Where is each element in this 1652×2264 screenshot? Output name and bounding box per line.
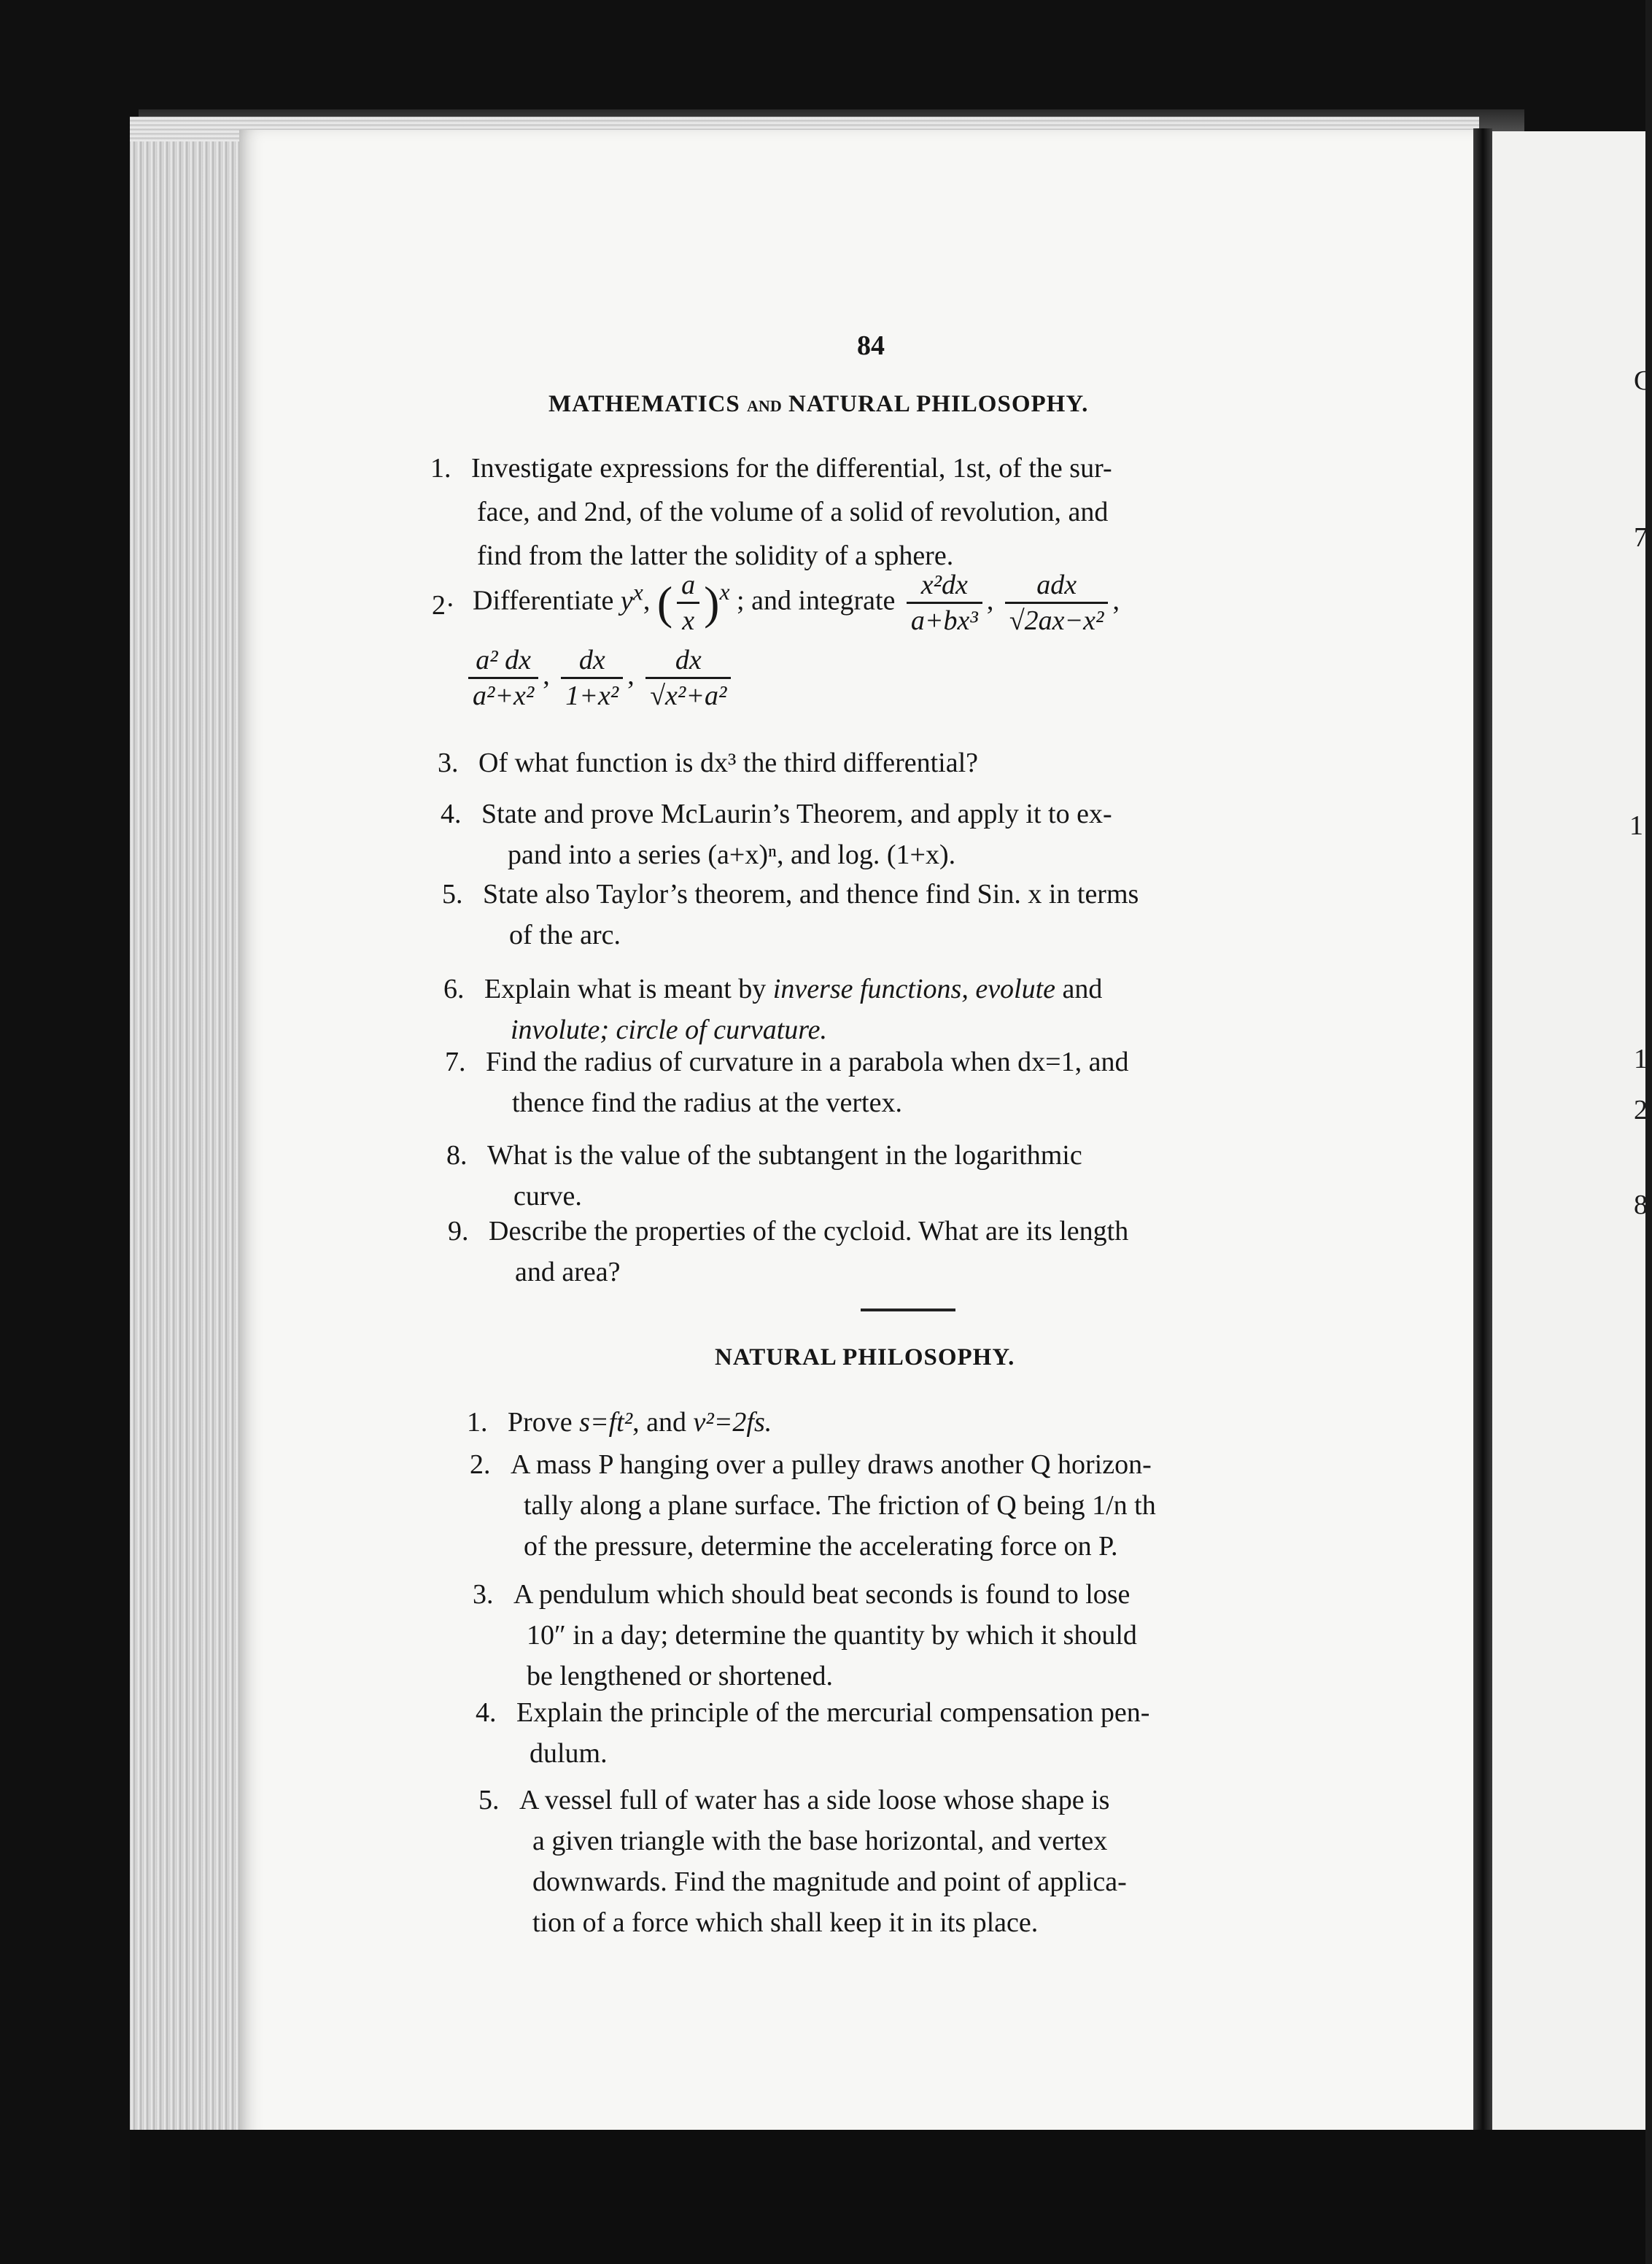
- math-base: y: [620, 585, 633, 616]
- fraction: [468, 643, 538, 713]
- paren-open: (: [656, 576, 673, 629]
- question-text: [489, 1211, 1403, 1292]
- question-text: [486, 1042, 1400, 1123]
- question-text: [508, 1400, 1378, 1444]
- text-line: State and prove McLaurin’s Theorem, and apply it to ex-: [481, 799, 1112, 829]
- text-line: A vessel full of water has a side loose whose shape is: [519, 1785, 1110, 1815]
- fraction-numerator: a: [677, 568, 699, 604]
- fraction-numerator: adx: [1005, 568, 1109, 604]
- text-line: Investigate expressions for the differential, 1st, of the sur-: [471, 453, 1112, 484]
- text-line: Explain the principle of the mercurial compensation pen-: [516, 1697, 1150, 1728]
- fraction: [907, 568, 982, 637]
- text-span: ; and integrate: [737, 585, 896, 616]
- question-number: 2·: [432, 590, 455, 621]
- next-page-edge: [1492, 131, 1645, 2130]
- text-line: a given triangle with the base horizontal, and vertex: [532, 1826, 1108, 1856]
- italic-span: inverse functions, evolute: [772, 974, 1056, 1004]
- math-expr: [620, 579, 643, 616]
- text-line: tion of a force which shall keep it in its place.: [532, 1907, 1039, 1938]
- text-line: tally along a plane surface. The friction of Q being 1/n th: [524, 1490, 1156, 1521]
- text-line: State also Taylor’s theorem, and thence find Sin. x in terms: [483, 879, 1139, 910]
- section-divider: [861, 1309, 955, 1311]
- text-line: [508, 1400, 1378, 1444]
- text-span: Prove: [508, 1407, 573, 1438]
- text-line: of the pressure, determine the accelerating force on P.: [524, 1531, 1118, 1562]
- text-line: find from the latter the solidity of a sphere.: [477, 540, 954, 571]
- question-text: [478, 741, 1393, 785]
- question-item: [476, 1692, 1387, 1774]
- fraction-numerator: dx: [561, 643, 623, 679]
- page-stack-edge: [130, 117, 241, 2130]
- question-item: [467, 1400, 1378, 1444]
- text-line: involute; circle of curvature.: [511, 1015, 828, 1045]
- math-expr: s=ft²: [579, 1407, 633, 1438]
- fraction-denominator: a+bx³: [910, 605, 978, 637]
- question-text: [519, 1780, 1390, 1943]
- question-item: [432, 563, 1387, 713]
- text-line: curve.: [513, 1181, 582, 1212]
- fraction: [645, 643, 731, 713]
- section-heading-natural-philosophy: NATURAL PHILOSOPHY.: [715, 1344, 1015, 1371]
- math-sup: x: [632, 579, 643, 605]
- question-text: [473, 563, 1387, 713]
- question-number: 5.: [478, 1785, 500, 1815]
- text-span: Explain what is meant by: [484, 974, 767, 1004]
- fraction: [1005, 568, 1109, 637]
- heading-part: NATURAL PHILOSOPHY.: [788, 391, 1089, 417]
- question-number: 9.: [448, 1216, 469, 1247]
- text-line: dulum.: [530, 1738, 608, 1769]
- fraction-numerator: x²dx: [907, 568, 982, 604]
- text-line: Describe the properties of the cycloid. What are its length: [489, 1216, 1129, 1247]
- question-number: 5.: [442, 879, 463, 910]
- question-item: [470, 1444, 1381, 1567]
- question-text: [487, 1135, 1402, 1217]
- question-number: 7.: [445, 1047, 466, 1077]
- next-page-char: 1: [1634, 1044, 1648, 1074]
- text-line: Find the radius of curvature in a parabola when dx=1, and: [486, 1047, 1129, 1077]
- question-item: [446, 1135, 1402, 1217]
- text-line: Of what function is dx³ the third differential?: [478, 748, 979, 778]
- page-number: 84: [857, 330, 885, 361]
- text-line: be lengthened or shortened.: [527, 1661, 833, 1691]
- text-line: and area?: [515, 1257, 621, 1287]
- text-span: Differentiate: [473, 585, 614, 616]
- text-line: $\frac{\text{a² dx}}{\text{a²+x²}}$ , $\frac{dx}{\text{1+x²}}$ , $\frac{dx}{\text{√x²+a²}}$: [464, 643, 1387, 713]
- heading-and: AND: [747, 397, 782, 415]
- fraction-numerator: a² dx: [468, 643, 538, 679]
- next-page-char: C: [1634, 365, 1652, 396]
- fraction-denominator: √x²+a²: [650, 681, 727, 712]
- question-item: [448, 1211, 1403, 1292]
- next-page-char: 2: [1634, 1095, 1648, 1125]
- question-item: [441, 794, 1396, 875]
- text-line: 10″ in a day; determine the quantity by which it should: [527, 1620, 1137, 1651]
- question-text: [511, 1444, 1381, 1567]
- text-span: and: [1062, 974, 1103, 1004]
- question-number: 6.: [443, 974, 465, 1004]
- question-text: [513, 1574, 1384, 1697]
- fraction-denominator: √2ax−x²: [1009, 605, 1104, 637]
- text-line: of the arc.: [509, 920, 621, 950]
- fraction: [677, 568, 699, 637]
- next-page-char: 8: [1634, 1190, 1648, 1220]
- question-number: 4.: [476, 1697, 497, 1728]
- text-line: A mass P hanging over a pulley draws another Q horizon-: [511, 1449, 1152, 1480]
- question-text: [516, 1692, 1387, 1774]
- fraction-denominator: x: [682, 605, 695, 637]
- fraction: [561, 643, 623, 713]
- question-number: 2.: [470, 1449, 491, 1480]
- question-item: [438, 741, 1393, 785]
- question-number: 1.: [430, 453, 451, 484]
- question-number: 3.: [438, 748, 459, 778]
- text-line: Differentiate $y^x$, ( $\frac{a}{x}$ )$^x$ ; and integrate $\frac{\text{x²dx}}{\text{a+bx³}}$ , $\frac{\text{adx}}{\text{√2ax−x²}}$ ,: [473, 570, 1120, 637]
- next-page-char: 7: [1634, 522, 1648, 553]
- text-line: pand into a series (a+x)ⁿ, and log. (1+x).: [508, 840, 956, 870]
- fraction-denominator: 1+x²: [565, 681, 619, 712]
- math-expr: v²=2fs.: [693, 1407, 772, 1438]
- question-text: [471, 446, 1386, 578]
- next-page-char: 1: [1629, 810, 1643, 841]
- question-text: [481, 794, 1396, 875]
- scan-bottom: [130, 2130, 1645, 2264]
- text-line: thence find the radius at the vertex.: [512, 1088, 902, 1118]
- question-item: [442, 874, 1397, 955]
- fraction-numerator: dx: [645, 643, 731, 679]
- question-number: 4.: [441, 799, 462, 829]
- fraction-denominator: a²+x²: [473, 681, 535, 712]
- text-line: A pendulum which should beat seconds is found to lose: [513, 1579, 1131, 1610]
- question-number: 3.: [473, 1579, 494, 1610]
- text-line: downwards. Find the magnitude and point of applica-: [532, 1866, 1127, 1897]
- question-number: 8.: [446, 1140, 468, 1171]
- book-gutter: [1473, 128, 1492, 2141]
- text-line: [484, 969, 1399, 1009]
- question-item: [430, 446, 1386, 578]
- text-span: , and: [632, 1407, 686, 1438]
- text-line: What is the value of the subtangent in the logarithmic: [487, 1140, 1082, 1171]
- question-item: [443, 969, 1399, 1050]
- math-sup: x: [719, 579, 730, 605]
- heading-part: MATHEMATICS: [548, 391, 740, 417]
- text-line: face, and 2nd, of the volume of a solid of revolution, and: [477, 497, 1109, 527]
- question-number: 1.: [467, 1407, 488, 1438]
- section-heading-mathematics: [548, 391, 1088, 418]
- question-text: [483, 874, 1397, 955]
- question-item: [478, 1780, 1390, 1943]
- paren-close: ): [704, 576, 720, 629]
- question-item: [445, 1042, 1400, 1123]
- question-item: [473, 1574, 1384, 1697]
- question-text: [484, 969, 1399, 1050]
